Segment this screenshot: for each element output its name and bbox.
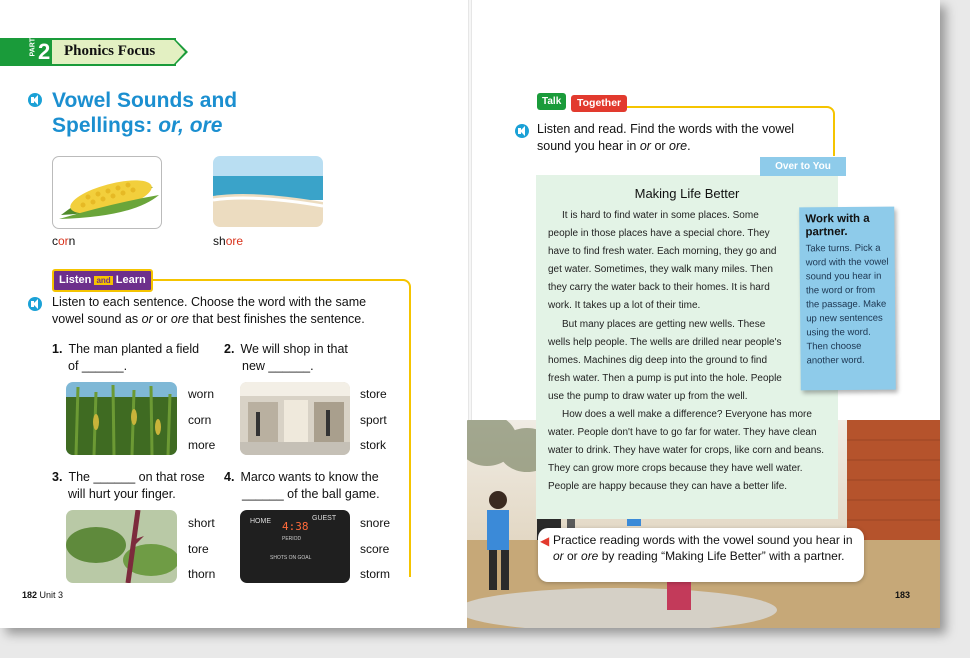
note-heading: Work with a partner. [805, 212, 870, 239]
passage-title: Making Life Better [634, 186, 740, 201]
together-tag: Together [571, 95, 627, 112]
title-spellings: or, ore [158, 114, 223, 137]
scoreboard-home: HOME [250, 518, 271, 525]
talk-instr-end: . [687, 139, 691, 153]
instr-a: vowel sound as [52, 312, 142, 326]
question-text: new ______. [242, 359, 314, 373]
bubble-a: Practice reading words with the vowel sound you hear in [553, 533, 853, 547]
scoreboard-photo [240, 510, 350, 583]
listen-learn-tag [52, 269, 153, 292]
question-text: We will shop in that [240, 342, 348, 356]
caption-highlight: or [58, 234, 69, 248]
bubble-b: by reading “Making Life Better” with a partner. [598, 549, 845, 563]
talk-tag: Talk [537, 93, 566, 110]
part-number: 2 [38, 39, 51, 64]
part-label: Phonics Focus [64, 43, 156, 59]
question-number: 1. [52, 342, 63, 356]
over-to-you-note [799, 207, 896, 391]
option-word[interactable]: store [360, 387, 387, 401]
shore-photo [213, 156, 323, 227]
scoreboard-shots: SHOTS ON GOAL [270, 555, 312, 561]
talk-instr-or: or [639, 139, 651, 153]
speaker-icon[interactable] [515, 124, 529, 138]
question-1 [52, 341, 199, 375]
bubble-ore: ore [581, 549, 599, 563]
talk-instr-mid: or [650, 139, 670, 153]
talk-instruction [537, 121, 837, 155]
option-word[interactable]: short [188, 516, 215, 530]
title-prefix: Spellings: [52, 114, 159, 137]
caption-pre: c [52, 234, 58, 248]
option-word[interactable]: score [360, 542, 390, 556]
rose-stem-photo [66, 510, 177, 583]
question-4 [224, 469, 380, 503]
option-word[interactable]: storm [360, 567, 390, 581]
part-word: PART [29, 37, 37, 57]
page-number: 182 [22, 590, 38, 600]
instruction-line-2 [52, 311, 402, 328]
talk-instruction-line-2 [537, 138, 837, 155]
caption-pre: sh [213, 234, 226, 248]
question-text: ______ of the ball game. [242, 487, 380, 501]
part-arrow-inner [174, 40, 185, 64]
store-photo [240, 382, 350, 455]
question-2 [224, 341, 348, 375]
bubble-or: or [553, 549, 564, 563]
corn-photo [52, 156, 162, 229]
bubble-pointer-icon: ◀ [540, 534, 550, 548]
passage-paragraph-3: How does a well make a difference? Everyone has more water. People don't have to go far for water. They have clean water to drink. They have water for crops, like corn and beans. They can grow more crops because they have well water. People are happy because they can have a better life. [548, 409, 825, 492]
talk-instr-ore: ore [669, 139, 688, 153]
over-to-you-tab: Over to You [760, 157, 846, 176]
speaker-icon[interactable] [28, 93, 42, 107]
title-line-1: Vowel Sounds and [52, 89, 238, 112]
bubble-mid: or [563, 549, 582, 563]
option-word[interactable]: sport [360, 413, 387, 427]
question-3 [52, 469, 205, 503]
option-word[interactable]: snore [360, 516, 391, 530]
caption-highlight: ore [225, 234, 244, 248]
instr-b: or [152, 312, 171, 326]
question-number: 3. [52, 470, 63, 484]
question-number: 4. [224, 470, 235, 484]
option-word[interactable]: corn [188, 413, 212, 427]
scoreboard-guest: GUEST [312, 515, 337, 522]
question-text: of ______. [68, 359, 128, 373]
instruction-line-1: Listen to each sentence. Choose the word with the same [52, 295, 367, 309]
unit-label: Unit 3 [39, 590, 64, 600]
scoreboard-period: PERIOD [282, 536, 302, 542]
option-word[interactable]: thorn [188, 567, 216, 581]
ll-listen: Listen [59, 274, 92, 286]
folio-right: 183 [895, 590, 911, 600]
instr-c: that best finishes the sentence. [188, 312, 365, 326]
talk-instruction-line-1: Listen and read. Find the words with the vowel [537, 122, 795, 136]
passage-paragraph-1: It is hard to find water in some places. Some people in those places have a special chore. They have to find fresh water. Each morning, they go and get water. Sometimes, they walk many miles. Then they carry the water back to their homes. It is hard work. It takes up a lot of their time. [548, 210, 777, 311]
option-word[interactable]: worn [188, 387, 215, 401]
question-number: 2. [224, 342, 235, 356]
cornfield-photo [66, 382, 177, 455]
option-word[interactable]: tore [188, 542, 209, 556]
speaker-icon[interactable] [28, 297, 42, 311]
note-body: Take turns. Pick a word with the vowel sound you hear in the word or from the passage. Make up new sentences using the word. Then choose another word. [805, 242, 889, 367]
shore-caption [213, 234, 243, 248]
ll-learn: Learn [115, 274, 146, 286]
part-banner [0, 38, 188, 66]
caption-post: n [68, 234, 76, 248]
question-text: Marco wants to know the [240, 470, 379, 484]
practice-text [553, 532, 858, 564]
lesson-title [52, 88, 237, 138]
ll-and: and [96, 276, 111, 285]
option-word[interactable]: stork [360, 438, 387, 452]
option-word[interactable]: more [188, 438, 216, 452]
scoreboard-time: 4:38 [282, 520, 309, 533]
title-line-2 [52, 113, 237, 138]
question-text: The ______ on that rose [68, 470, 205, 484]
folio-left [22, 590, 63, 600]
question-text: The man planted a field [68, 342, 200, 356]
talk-instr-a: sound you hear in [537, 139, 640, 153]
instr-ore: ore [170, 312, 189, 326]
corn-caption [52, 234, 75, 248]
passage-paragraph-2: But many places are getting new wells. These wells help people. The wells are drilled near people's homes. Machines dig deep into the ground to find fresh water. Then a pump is put into the hole. People use the pump to draw water up from the well. [548, 319, 782, 402]
instr-or: or [141, 312, 153, 326]
question-text: will hurt your finger. [68, 487, 176, 501]
instruction [52, 294, 402, 328]
